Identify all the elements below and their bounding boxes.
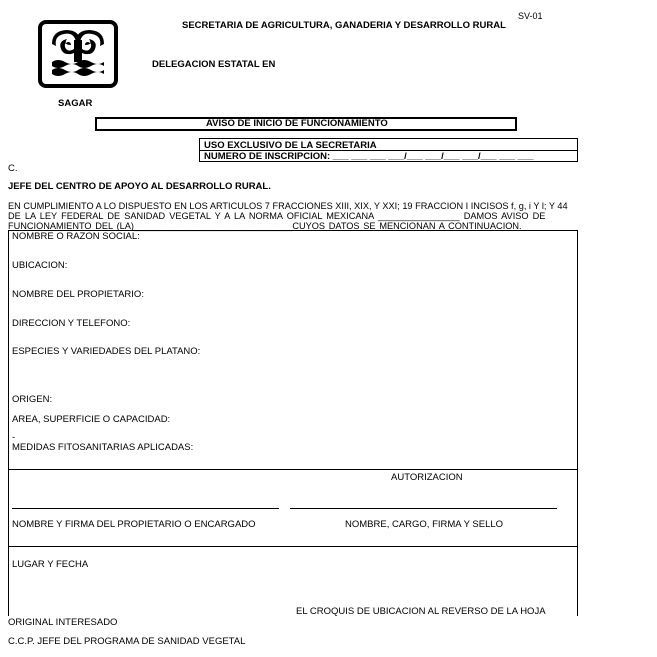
exclusive-use-title: USO EXCLUSIVO DE LA SECRETARIA	[204, 140, 377, 151]
sketch-note: EL CROQUIS DE UBICACION AL REVERSO DE LA HOJA	[296, 606, 546, 617]
form-code: SV-01	[518, 11, 543, 21]
form-title: AVISO DE INICIO DE FUNCIONAMIENTO	[206, 118, 388, 129]
field-measures-label[interactable]: MEDIDAS FITOSANITARIAS APLICADAS:	[12, 442, 194, 453]
field-origin-label[interactable]: ORIGEN:	[12, 394, 53, 405]
field-owner-label[interactable]: NOMBRE DEL PROPIETARIO:	[12, 289, 144, 300]
field-location-label[interactable]: UBICACION:	[12, 260, 68, 271]
place-date-section-top	[8, 546, 578, 547]
field-dash: -	[12, 432, 16, 443]
recipient-prefix: C.	[8, 163, 18, 174]
place-date-label[interactable]: LUGAR Y FECHA	[12, 559, 89, 570]
field-species-label[interactable]: ESPECIES Y VARIEDADES DEL PLATANO:	[12, 346, 201, 357]
intro-line-3: FUNCIONAMIENTO DEL (LA)_______________________________CUYOS DATOS SE MENCIONAN A CONTINUACION.	[8, 221, 522, 231]
logo-emblem-icon	[42, 24, 114, 84]
field-address-label[interactable]: DIRECCION Y TELEFONO:	[12, 318, 131, 329]
inscription-number-field[interactable]: NUMERO DE INSCRIPCION: ___ ___ ___ ___/___ ___/___ ___/___ ___ ___	[204, 151, 534, 162]
owner-signature-label: NOMBRE Y FIRMA DEL PROPIETARIO O ENCARGADO	[12, 519, 256, 530]
field-name-label[interactable]: NOMBRE O RAZON SOCIAL:	[12, 231, 140, 242]
signature-section-top	[8, 469, 578, 470]
footer-original: ORIGINAL INTERESADO	[8, 617, 118, 628]
intro-line-2: DE LA LEY FEDERAL DE SANIDAD VEGETAL Y A LA NORMA OFICIAL MEXICANA ________________ DAMOS AVISO DE	[8, 211, 546, 221]
ministry-title: SECRETARIA DE AGRICULTURA, GANADERIA Y DESARROLLO RURAL	[182, 20, 506, 31]
recipient-addressee: JEFE DEL CENTRO DE APOYO AL DESARROLLO RURAL.	[8, 181, 271, 192]
logo-caption: SAGAR	[58, 98, 93, 109]
sagar-logo	[38, 20, 118, 88]
field-area-label[interactable]: AREA, SUPERFICIE O CAPACIDAD:	[12, 414, 171, 425]
delegation-label: DELEGACION ESTATAL EN	[152, 59, 276, 70]
intro-line-1: EN CUMPLIMIENTO A LO DISPUESTO EN LOS ARTICULOS 7 FRACCIONES XIII, XIX, Y XXI; 19 FRACCION I INCISOS f, g, i Y l; Y 44	[8, 201, 568, 211]
official-signature-line[interactable]	[290, 508, 557, 509]
authorization-label: AUTORIZACION	[391, 472, 463, 483]
official-signature-label: NOMBRE, CARGO, FIRMA Y SELLO	[345, 519, 504, 530]
footer-ccp: C.C.P. JEFE DEL PROGRAMA DE SANIDAD VEGETAL	[8, 636, 246, 647]
owner-signature-line[interactable]	[12, 508, 279, 509]
